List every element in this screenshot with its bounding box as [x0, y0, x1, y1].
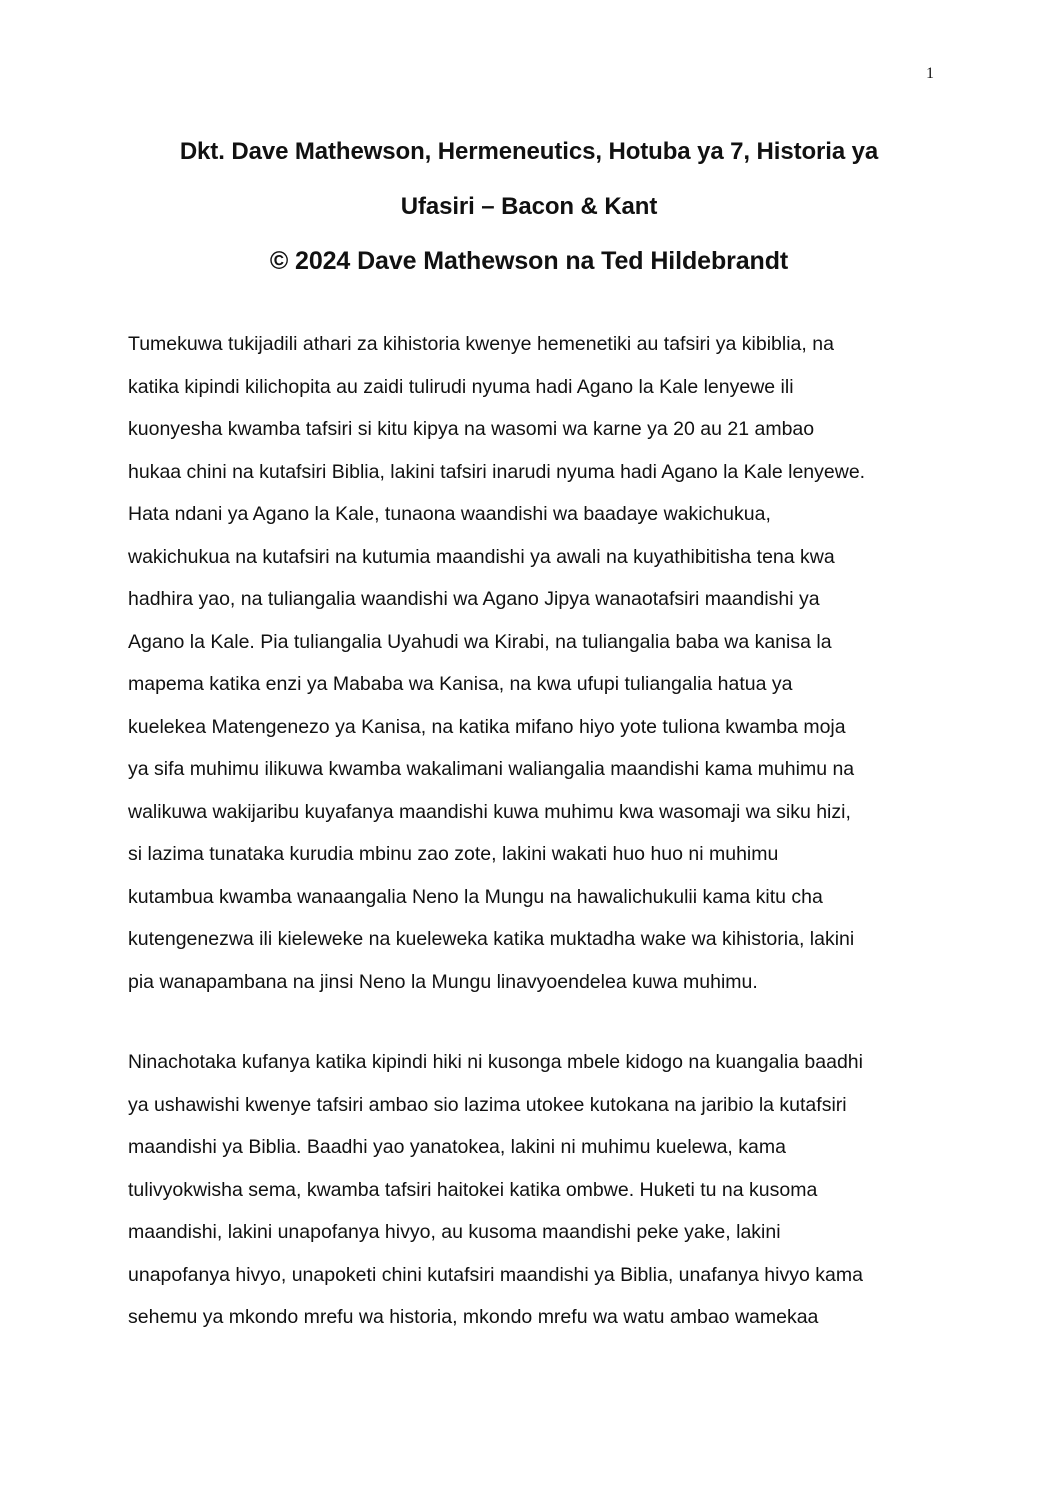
- text-line: kuonyesha kwamba tafsiri si kitu kipya na wasomi wa karne ya 20 au 21 ambao: [128, 418, 815, 440]
- title-line: Dkt. Dave Mathewson, Hermeneutics, Hotuba ya 7, Historia ya: [179, 138, 879, 165]
- text-line: unapofanya hivyo, unapoketi chini kutafsiri maandishi ya Biblia, unafanya hivyo kama: [128, 1263, 863, 1286]
- text-line: kutambua kwamba wanaangalia Neno la Mungu na hawalichukulii kama kitu cha: [128, 885, 823, 908]
- text-line: Ninachotaka kufanya katika kipindi hiki ni kusonga mbele kidogo na kuangalia baadhi: [128, 1051, 863, 1073]
- text-line: sehemu ya mkondo mrefu wa historia, mkondo mrefu wa watu ambao wamekaa: [128, 1306, 819, 1328]
- text-line: pia wanapambana na jinsi Neno la Mungu linavyoendelea kuwa muhimu.: [128, 970, 758, 993]
- paragraph: [128, 323, 940, 1003]
- text-line: hadhira yao, na tuliangalia waandishi wa Agano Jipya wanaotafsiri maandishi ya: [128, 588, 820, 610]
- text-line: hukaa chini na kutafsiri Biblia, lakini tafsiri inarudi nyuma hadi Agano la Kale lenyewe.: [128, 460, 866, 483]
- page-number: 1: [926, 65, 934, 82]
- document-title: [100, 124, 958, 289]
- text-line: kuelekea Matengenezo ya Kanisa, na katika mifano hiyo yote tuliona kwamba moja: [128, 715, 846, 738]
- text-line: ya ushawishi kwenye tafsiri ambao sio lazima utokee kutokana na jaribio la kutafsiri: [128, 1093, 847, 1116]
- text-line: si lazima tunataka kurudia mbinu zao zote, lakini wakati huo huo ni muhimu: [128, 843, 779, 865]
- text-line: Tumekuwa tukijadili athari za kihistoria kwenye hemenetiki au tafsiri ya kibiblia, na: [128, 333, 834, 355]
- text-line: katika kipindi kilichopita au zaidi tulirudi nyuma hadi Agano la Kale lenyewe ili: [128, 375, 794, 398]
- text-line: kutengenezwa ili kieleweke na kueleweka katika muktadha wake wa kihistoria, lakini: [128, 928, 855, 950]
- text-line: ya sifa muhimu ilikuwa kwamba wakalimani waliangalia maandishi kama muhimu na: [128, 758, 855, 780]
- paragraph: [128, 1041, 940, 1339]
- text-line: tulivyokwisha sema, kwamba tafsiri haitokei katika ombwe. Huketi tu na kusoma: [128, 1178, 818, 1201]
- text-line: Hata ndani ya Agano la Kale, tunaona waandishi wa baadaye wakichukua,: [128, 503, 771, 525]
- title-line: Ufasiri – Bacon & Kant: [400, 193, 658, 220]
- text-line: wakichukua na kutafsiri na kutumia maandishi ya awali na kuyathibitisha tena kwa: [128, 545, 835, 568]
- text-line: mapema katika enzi ya Mababa wa Kanisa, na kwa ufupi tuliangalia hatua ya: [128, 673, 793, 695]
- text-line: maandishi, lakini unapofanya hivyo, au kusoma maandishi peke yake, lakini: [128, 1221, 781, 1243]
- text-line: Agano la Kale. Pia tuliangalia Uyahudi wa Kirabi, na tuliangalia baba wa kanisa la: [128, 630, 832, 653]
- text-line: maandishi ya Biblia. Baadhi yao yanatokea, lakini ni muhimu kuelewa, kama: [128, 1136, 786, 1158]
- copyright-line: © 2024 Dave Mathewson na Ted Hildebrandt: [269, 247, 789, 275]
- text-line: walikuwa wakijaribu kuyafanya maandishi kuwa muhimu kwa wasomaji wa siku hizi,: [128, 800, 851, 823]
